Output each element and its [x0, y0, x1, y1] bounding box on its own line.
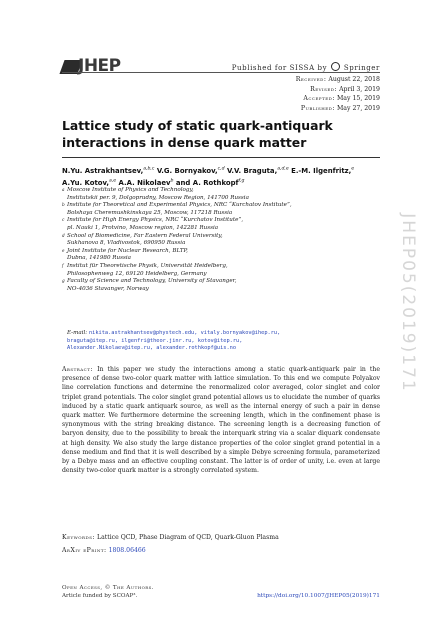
arxiv-label: ArXiv ePrint: [62, 547, 107, 554]
publisher-name: Springer [343, 64, 380, 72]
email-block [67, 330, 387, 353]
abstract-label: Abstract: [62, 366, 93, 373]
publisher-prefix: Published for SISSA by [231, 64, 328, 72]
open-access-text: Open Access, © The Authors. [62, 585, 154, 591]
dates-block [296, 75, 380, 113]
author: N.Yu. Astrakhantsev,$^{a,b,c}$ [62, 167, 155, 176]
date-revised: Revised: April 3, 2019 [310, 85, 380, 93]
author: V.G. Bornyakov,$^{c,d}$ [156, 167, 225, 176]
author: V.V. Braguta,$^{a,d,e}$ [226, 167, 289, 176]
title-rule [62, 157, 380, 158]
affiliation-item: d School of Biomedicine, Far Eastern Federal University, Sukhanova 8, Vladivostok, 690950 Russia [62, 232, 223, 247]
logo-text: JHEP [78, 56, 121, 76]
date-accepted: Accepted: May 15, 2019 [303, 95, 380, 103]
header-rule [62, 72, 380, 73]
paper-title: Lattice study of static quark-antiquark interactions in dense quark matter [62, 118, 333, 150]
side-stamp-text: JHEP05(2019)171 [398, 213, 418, 393]
keywords [62, 534, 279, 541]
author-list [62, 165, 382, 188]
author: A.A. Nikolaev$^b$ [118, 178, 174, 187]
keywords-text: Lattice QCD, Phase Diagram of QCD, Quark-Gluon Plasma [97, 534, 279, 541]
affiliation-item: f Institut für Theoretische Physik, Universität Heidelberg, Philosophenweg 12, 69120 Heidelberg, Germany [62, 262, 228, 277]
jhep-logo [62, 56, 132, 76]
abstract [62, 365, 380, 475]
author: A.Yu. Kotov,$^{a,e}$ [62, 178, 117, 187]
date-received: Received: August 22, 2018 [295, 76, 380, 83]
email-label: E-mail: [67, 330, 88, 336]
affiliation-item: e Joint Institute for Nuclear Research, BLTP, Dubna, 141980 Russia [62, 247, 188, 262]
affiliation-item: g Faculty of Science and Technology, University of Stavanger, NO-4036 Stavanger, Norway [62, 278, 237, 292]
date-published: Published: May 27, 2019 [300, 104, 380, 112]
side-stamp [393, 168, 423, 438]
publisher-line [232, 62, 380, 72]
email-link[interactable]: braguta@itep.ru, ilgenfri@theor.jinr.ru, kotov@itep.ru, [67, 337, 243, 344]
affiliation-item: b Institute for Theoretical and Experimental Physics, NRC “Kurchatov Institute”, Bolshaya Cheremushkinskaya 25, Moscow, 117218 Russia [62, 202, 292, 216]
affiliation-item: c Institute for High Energy Physics, NRC “Kurchatov Institute”, pl. Nauki 1, Protvino, Moscow region, 142281 Russia [62, 217, 244, 231]
email-link[interactable]: Alexander.Nikolaev@itep.ru, alexander.rothkopf@uis.no [67, 345, 237, 352]
arxiv-eprint [62, 547, 146, 554]
springer-horse-icon [331, 62, 340, 71]
affiliation-item: a Moscow Institute of Physics and Technology, Institutskii per. 9, Dolgoprudny, Moscow Region, 141700 Russia [62, 187, 249, 201]
keywords-label: Keywords: [62, 534, 96, 541]
affiliation-list [62, 187, 382, 293]
author: and A. Rothkopf$^{f,g}$ [175, 178, 245, 187]
footer-license [62, 585, 154, 601]
abstract-text: In this paper we study the interactions among a static quark-antiquark pair in the presence of dense two-color quark matter with lattice simulation. To this end we compute Polyakov line correlation functions and determine the renormalized color averaged, color singlet and color triplet grand potentials. The color singlet grand potential allows us to elucidate the number of quarks induced by a static quark antiquark source, as well as the internal energy of such a pair in dense quark matter. We furthermore determine the screening length, which in the confinement phase is synonymous with the string breaking distance. The screening length is a decreasing function of baryon density, due to the possibility to break the interquark string via a scalar diquark condensate at high density. We also study the large distance properties of the color singlet grand potential in a dense medium and find that it is well described by a simple Debye screening formula, parameterized by a Debye mass and an effective coupling constant. The latter is of order of unity, i.e. even at large density two-color quark matter is a strongly correlated system. [62, 366, 380, 475]
funding-text: Article funded by SCOAP³. [62, 592, 138, 599]
doi-link[interactable]: https://doi.org/10.1007/JHEP05(2019)171 [257, 593, 380, 599]
email-link[interactable]: nikita.astrakhantsev@phystech.edu, vitaly.bornyakov@ihep.ru, [88, 330, 281, 336]
author: E.-M. Ilgenfritz,$^e$ [291, 167, 355, 176]
arxiv-link[interactable]: 1808.06466 [108, 547, 146, 554]
